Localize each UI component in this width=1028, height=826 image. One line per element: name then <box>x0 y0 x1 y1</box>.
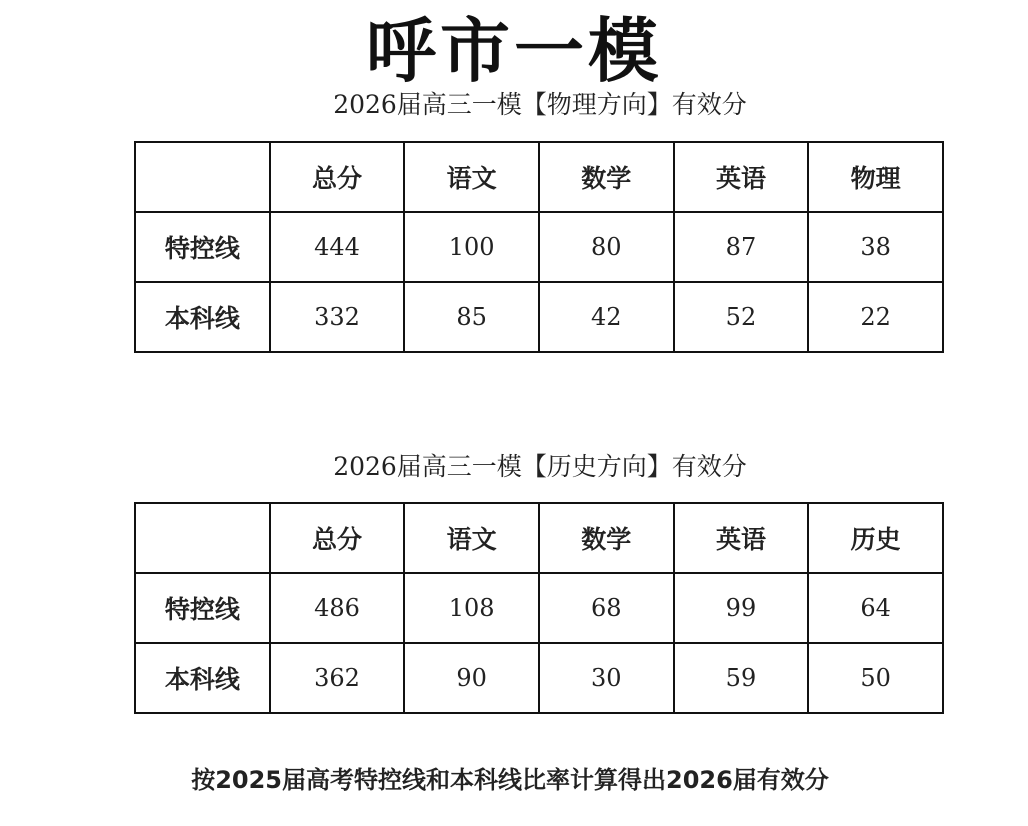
header-cell: 数学 <box>539 142 674 212</box>
score-cell: 444 <box>270 212 405 282</box>
page-title: 呼市一模 <box>366 10 662 92</box>
table-header-row <box>135 503 943 573</box>
header-cell: 数学 <box>539 503 674 573</box>
row-label: 本科线 <box>135 282 270 352</box>
header-cell-empty <box>135 142 270 212</box>
score-cell: 59 <box>674 643 809 713</box>
score-cell: 85 <box>404 282 539 352</box>
score-cell: 50 <box>808 643 943 713</box>
table-row <box>135 282 943 352</box>
score-cell: 22 <box>808 282 943 352</box>
header-cell: 英语 <box>674 503 809 573</box>
score-cell: 64 <box>808 573 943 643</box>
table-header-row <box>135 142 943 212</box>
header-cell: 总分 <box>270 503 405 573</box>
table-row <box>135 573 943 643</box>
row-label: 特控线 <box>135 573 270 643</box>
watermark-strip <box>80 796 980 826</box>
header-cell: 英语 <box>674 142 809 212</box>
score-cell: 100 <box>404 212 539 282</box>
score-cell: 108 <box>404 573 539 643</box>
score-cell: 42 <box>539 282 674 352</box>
footnote: 按2025届高考特控线和本科线比率计算得出2026届有效分 <box>191 766 829 794</box>
header-cell-empty <box>135 503 270 573</box>
score-cell: 30 <box>539 643 674 713</box>
history-score-table <box>134 502 944 714</box>
header-cell: 语文 <box>404 142 539 212</box>
score-cell: 99 <box>674 573 809 643</box>
history-table-title: 2026届高三一模【历史方向】有效分 <box>333 452 747 481</box>
header-cell: 历史 <box>808 503 943 573</box>
score-cell: 68 <box>539 573 674 643</box>
score-cell: 87 <box>674 212 809 282</box>
header-cell: 总分 <box>270 142 405 212</box>
row-label: 特控线 <box>135 212 270 282</box>
score-cell: 38 <box>808 212 943 282</box>
physics-score-table <box>134 141 944 353</box>
table-row <box>135 643 943 713</box>
score-cell: 332 <box>270 282 405 352</box>
score-cell: 486 <box>270 573 405 643</box>
row-label: 本科线 <box>135 643 270 713</box>
physics-table-title: 2026届高三一模【物理方向】有效分 <box>333 90 747 119</box>
table-row <box>135 212 943 282</box>
header-cell: 物理 <box>808 142 943 212</box>
score-cell: 52 <box>674 282 809 352</box>
score-cell: 90 <box>404 643 539 713</box>
score-cell: 362 <box>270 643 405 713</box>
header-cell: 语文 <box>404 503 539 573</box>
score-cell: 80 <box>539 212 674 282</box>
